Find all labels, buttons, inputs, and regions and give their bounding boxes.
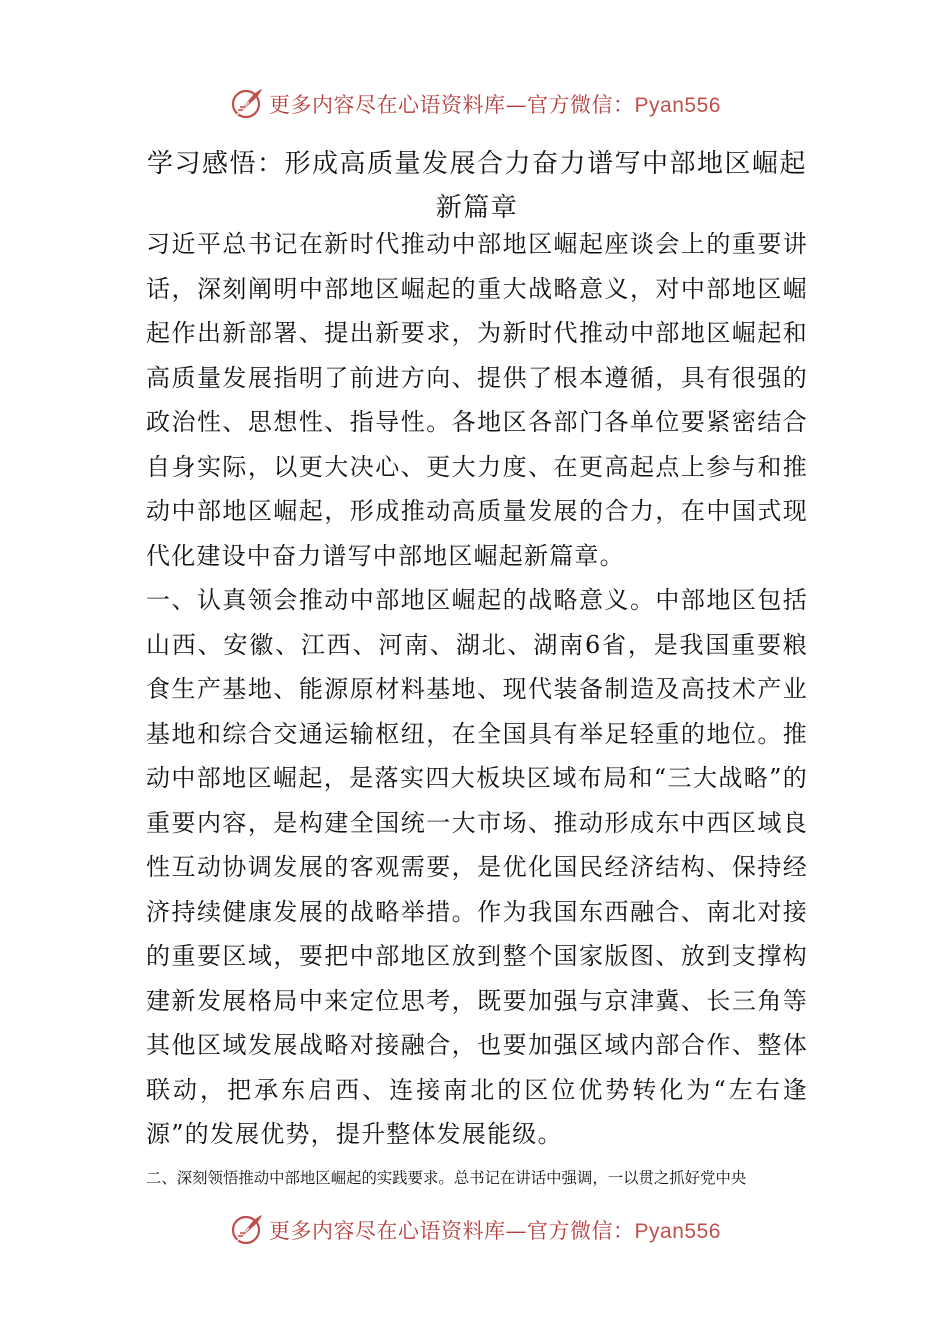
paragraph-intro: 习近平总书记在新时代推动中部地区崛起座谈会上的重要讲话，深刻阐明中部地区崛起的重大战略意义，对中部地区崛起作出新部署、提出新要求，为新时代推动中部地区崛起和高质量发展指明了前进方向、提供了根本遵循，具有很强的政治性、思想性、指导性。各地区各部门各单位要紧密结合自身实际，以更大决心、更大力度、在更高起点上参与和推动中部地区崛起，形成推动高质量发展的合力，在中国式现代化建设中奋力谱写中部地区崛起新篇章。 <box>146 230 808 570</box>
footer-banner <box>0 1210 950 1250</box>
banner-text: 更多内容尽在心语资料库—官方微信：Pyan556 <box>269 1219 721 1243</box>
quill-pen-logo-icon <box>229 1212 265 1248</box>
banner-text: 更多内容尽在心语资料库—官方微信：Pyan556 <box>269 93 721 117</box>
document-title: 学习感悟：形成高质量发展合力奋力谱写中部地区崛起新篇章 <box>146 149 807 223</box>
header-banner <box>0 84 950 124</box>
quill-pen-logo-icon <box>229 86 265 122</box>
paragraph-section-1: 一、认真领会推动中部地区崛起的战略意义。中部地区包括山西、安徽、江西、河南、湖北、湖南6省，是我国重要粮食生产基地、能源原材料基地、现代装备制造及高技术产业基地和综合交通运输枢纽，在全国具有举足轻重的地位。推动中部地区崛起，是落实四大板块区域布局和“三大战略”的重要内容，是构建全国统一大市场、推动形成东中西区域良性互动协调发展的客观需要，是优化国民经济结构、保持经济持续健康发展的战略举措。作为我国东西融合、南北对接的重要区域，要把中部地区放到整个国家版图、放到支撑构建新发展格局中来定位思考，既要加强与京津冀、长三角等其他区域发展战略对接融合，也要加强区域内部合作、整体联动，把承东启西、连接南北的区位优势转化为“左右逢源”的发展优势，提升整体发展能级。 <box>146 586 808 1148</box>
document-body <box>146 222 808 1193</box>
paragraph-section-2: 二、深刻领悟推动中部地区崛起的实践要求。总书记在讲话中强调，一以贯之抓好党中央 <box>146 1168 747 1187</box>
